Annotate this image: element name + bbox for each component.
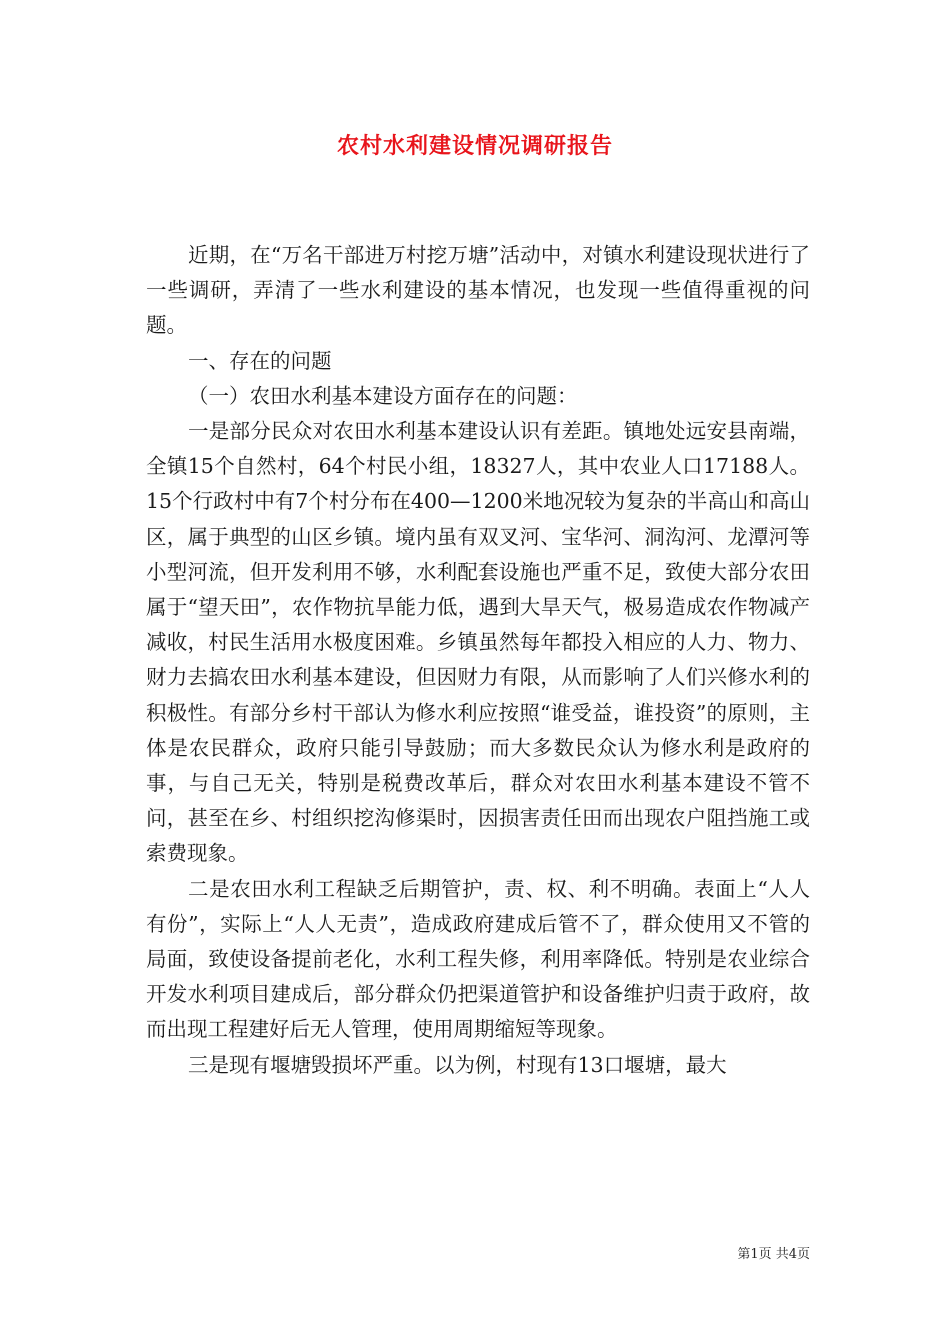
document-body xyxy=(146,238,810,1083)
paragraph-intro: 近期，在“万名干部进万村挖万塘”活动中，对镇水利建设现状进行了一些调研，弄清了一些水利建设的基本情况，也发现一些值得重视的问题。 xyxy=(146,243,810,338)
section-heading-problems: 一、存在的问题 xyxy=(188,348,332,373)
paragraph-point-two: 二是农田水利工程缺乏后期管护，责、权、利不明确。表面上“人人有份”，实际上“人人无责”，造成政府建成后管不了，群众使用又不管的局面，致使设备提前老化，水利工程失修，利用率降低。特别是农业综合开发水利项目建成后，部分群众仍把渠道管护和设备维护归责于政府，故而出现工程建好后无人管理，使用周期缩短等现象。 xyxy=(146,876,810,1042)
subsection-heading: （一）农田水利基本建设方面存在的问题： xyxy=(188,383,578,408)
page-number-footer: 第1页 共4页 xyxy=(737,1247,810,1262)
page-title: 农村水利建设情况调研报告 xyxy=(336,133,613,159)
paragraph-point-three: 三是现有堰塘毁损坏严重。以为例，村现有13口堰塘，最大 xyxy=(188,1052,727,1077)
paragraph-point-one: 一是部分民众对农田水利基本建设认识有差距。镇地处远安县南端，全镇15个自然村，64个村民小组，18327人，其中农业人口17188人。15个行政村中有7个村分布在400—1200米地况较为复杂的半高山和高山区，属于典型的山区乡镇。境内虽有双叉河、宝华河、洞沟河、龙潭河等小型河流，但开发利用不够，水利配套设施也严重不足，致使大部分农田属于“望天田”，农作物抗旱能力低，遇到大旱天气，极易造成农作物减产减收，村民生活用水极度困难。乡镇虽然每年都投入相应的人力、物力、财力去搞农田水利基本建设，但因财力有限，从而影响了人们兴修水利的积极性。有部分乡村干部认为修水利应按照“谁受益，谁投资”的原则，主体是农民群众，政府只能引导鼓励；而大多数民众认为修水利是政府的事，与自己无关，特别是税费改革后，群众对农田水利基本建设不管不问，甚至在乡、村组织挖沟修渠时，因损害责任田而出现农户阻挡施工或索费现象。 xyxy=(146,419,810,866)
